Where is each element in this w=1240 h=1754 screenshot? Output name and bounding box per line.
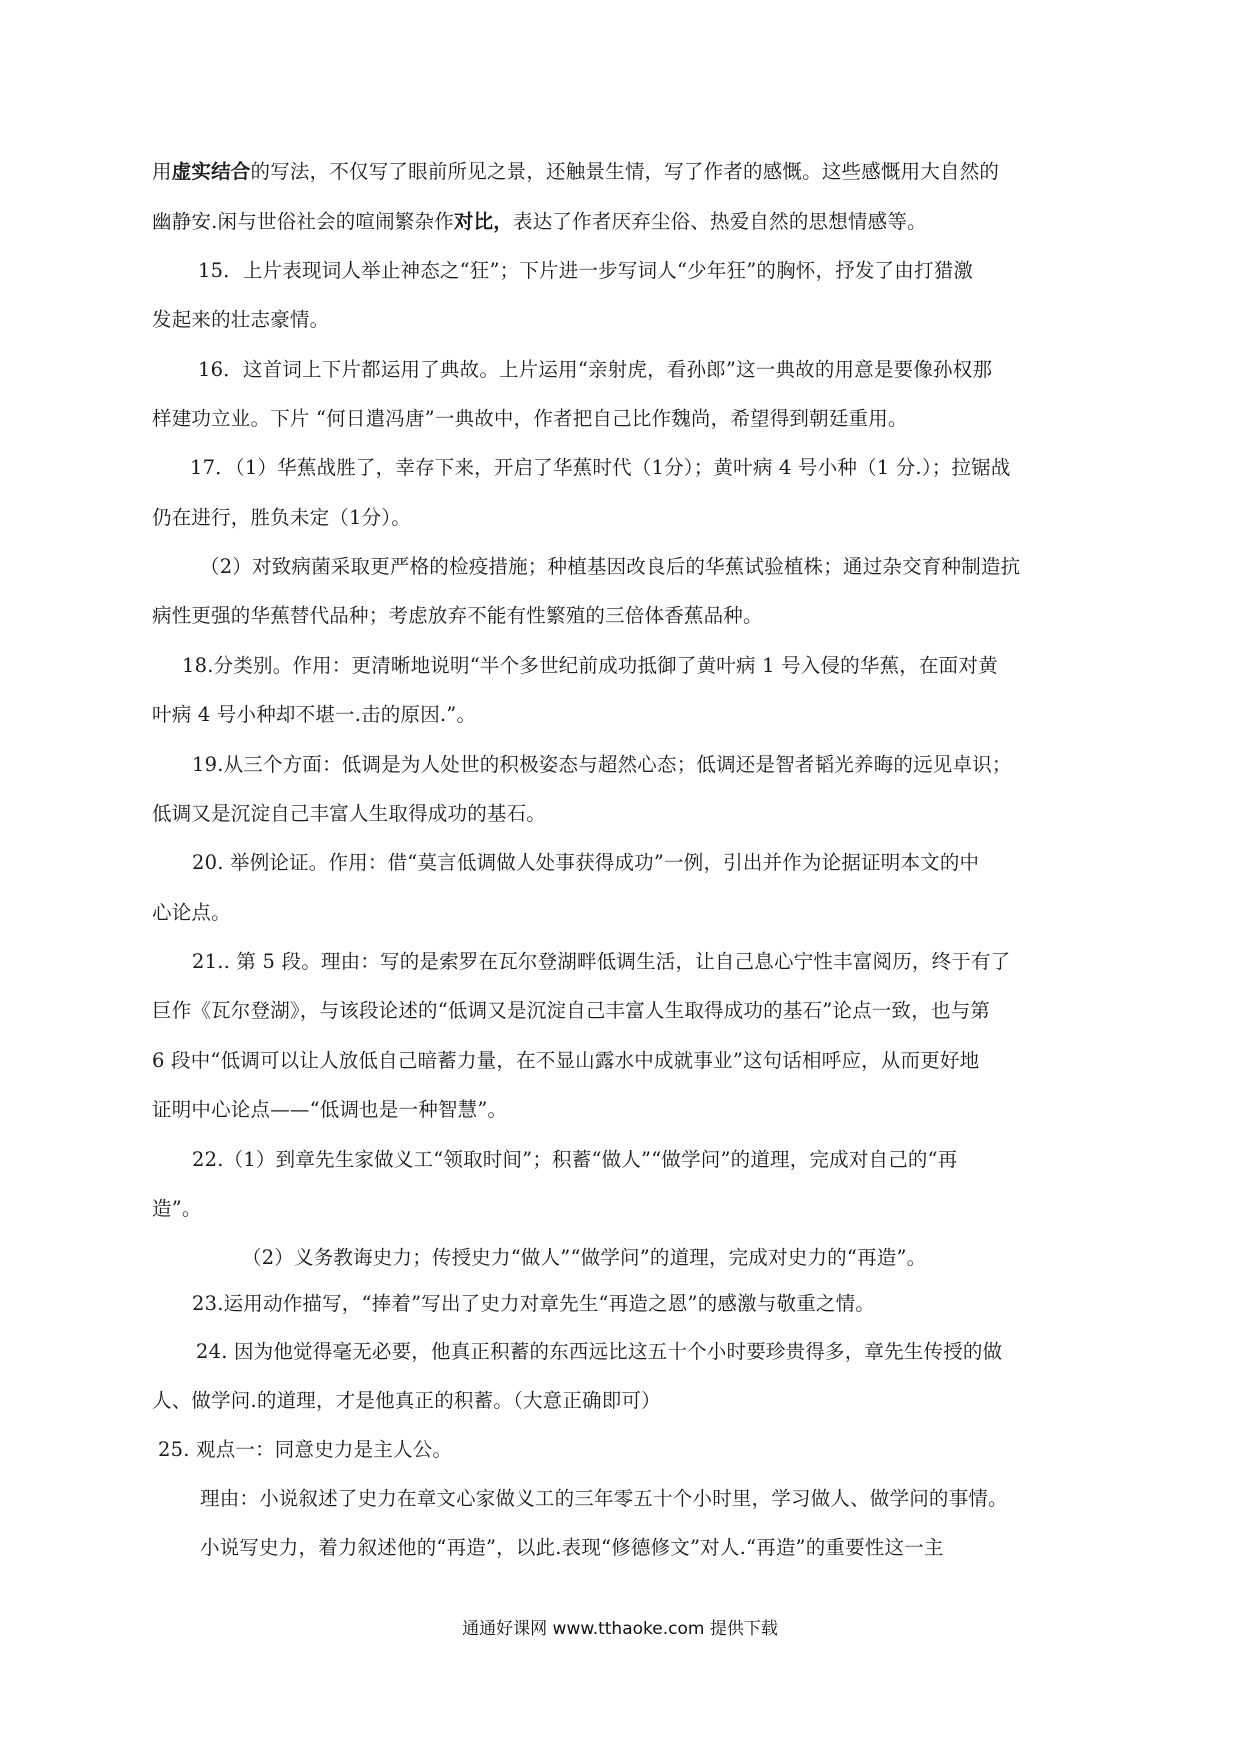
answer-19-line-1: 19.从三个方面：低调是为人处世的积极姿态与超然心态；低调还是智者韬光养晦的远见卓识； bbox=[192, 753, 1012, 776]
answer-16-line-2: 样建功立业。下片 “何日遣冯唐”一典故中，作者把自己比作魏尚，希望得到朝廷重用。 bbox=[152, 407, 908, 430]
answer-15-line-1: 15．上片表现词人举止神态之“狂”；下片进一步写词人“少年狂”的胸怀，抒发了由打猎激 bbox=[198, 259, 974, 282]
answer-17-line-2: 仍在进行，胜负未定（1分）。 bbox=[152, 506, 411, 529]
answer-22-line-1: 22.（1）到章先生家做义工“领取时间”；积蓄“做人”“做学问”的道理，完成对自己的“再 bbox=[192, 1148, 958, 1171]
answer-21-line-3: 6 段中“低调可以让人放低自己暗蓄力量，在不显山露水中成就事业”这句话相呼应，从而更好地 bbox=[152, 1049, 980, 1072]
answer-25-line-2: 理由：小说叙述了史力在章文心家做义工的三年零五十个小时里，学习做人、做学问的事情。 bbox=[200, 1487, 1008, 1510]
answer-25-line-1: 25. 观点一：同意史力是主人公。 bbox=[158, 1438, 453, 1461]
answer-22-line-2: 造”。 bbox=[152, 1197, 202, 1220]
answer-21-line-1: 21.. 第 5 段。理由：写的是索罗在瓦尔登湖畔低调生活，让自己息心宁性丰富阅历，终于有了 bbox=[192, 950, 1011, 973]
answer-24-line-1: 24. 因为他觉得毫无必要，他真正积蓄的东西远比这五十个小时要珍贵得多，章先生传授的做 bbox=[196, 1340, 1003, 1363]
answer-17-line-4: 病性更强的华蕉替代品种；考虑放弃不能有性繁殖的三倍体香蕉品种。 bbox=[152, 604, 763, 627]
answer-25-line-3: 小说写史力，着力叙述他的“再造”，以此.表现“修德修文”对人.“再造”的重要性这一主 bbox=[200, 1536, 944, 1559]
bold-term: 对比， bbox=[453, 210, 514, 233]
answer-19-line-2: 低调又是沉淀自己丰富人生取得成功的基石。 bbox=[152, 802, 547, 825]
answer-24-line-2: 人、做学问.的道理，才是他真正的积蓄。（大意正确即可） bbox=[152, 1389, 661, 1412]
answer-20-line-2: 心论点。 bbox=[152, 901, 231, 924]
answer-15-line-2: 发起来的壮志豪情。 bbox=[152, 308, 330, 331]
answer-21-line-4: 证明中心论点——“低调也是一种智慧”。 bbox=[152, 1098, 508, 1121]
answer-18-line-1: 18.分类别。作用：更清晰地说明“半个多世纪前成功抵御了黄叶病 1 号入侵的华蕉，在面对黄 bbox=[182, 654, 998, 677]
text-line: 用虚实结合的写法，不仅写了眼前所见之景，还触景生情，写了作者的感慨。这些感慨用大自然的 bbox=[152, 160, 1000, 183]
answer-17-line-3: （2）对致病菌采取更严格的检疫措施；种植基因改良后的华蕉试验植株；通过杂交育种制造抗 bbox=[200, 555, 1021, 578]
answer-17-line-1: 17．（1）华蕉战胜了，幸存下来，开启了华蕉时代（1分）；黄叶病 4 号小种（1 分.）；拉锯战 bbox=[190, 456, 1011, 479]
answer-18-line-2: 叶病 4 号小种却不堪一.击的原因.”。 bbox=[152, 703, 477, 726]
bold-term: 虚实结合 bbox=[171, 160, 251, 183]
answer-23-line-1: 23.运用动作描写，“捧着”写出了史力对章先生“再造之恩”的感激与敬重之情。 bbox=[192, 1292, 875, 1315]
answer-22-line-3: （2）义务教诲史力；传授史力“做人”“做学问”的道理，完成对史力的“再造”。 bbox=[242, 1246, 927, 1269]
answer-21-line-2: 巨作《瓦尔登湖》，与该段论述的“低调又是沉淀自己丰富人生取得成功的基石”论点一致，也与第 bbox=[152, 999, 990, 1022]
page-footer: 通通好课网 www.tthaoke.com 提供下载 bbox=[462, 1619, 778, 1639]
answer-16-line-1: 16．这首词上下片都运用了典故。上片运用“亲射虎，看孙郎”这一典故的用意是要像孙权那 bbox=[198, 358, 993, 381]
answer-20-line-1: 20. 举例论证。作用：借“莫言低调做人处事获得成功”一例，引出并作为论据证明本文的中 bbox=[192, 851, 980, 874]
text-line: 幽静安.闲与世俗社会的喧闹繁杂作对比，表达了作者厌弃尘俗、热爱自然的思想情感等。 bbox=[152, 210, 927, 233]
